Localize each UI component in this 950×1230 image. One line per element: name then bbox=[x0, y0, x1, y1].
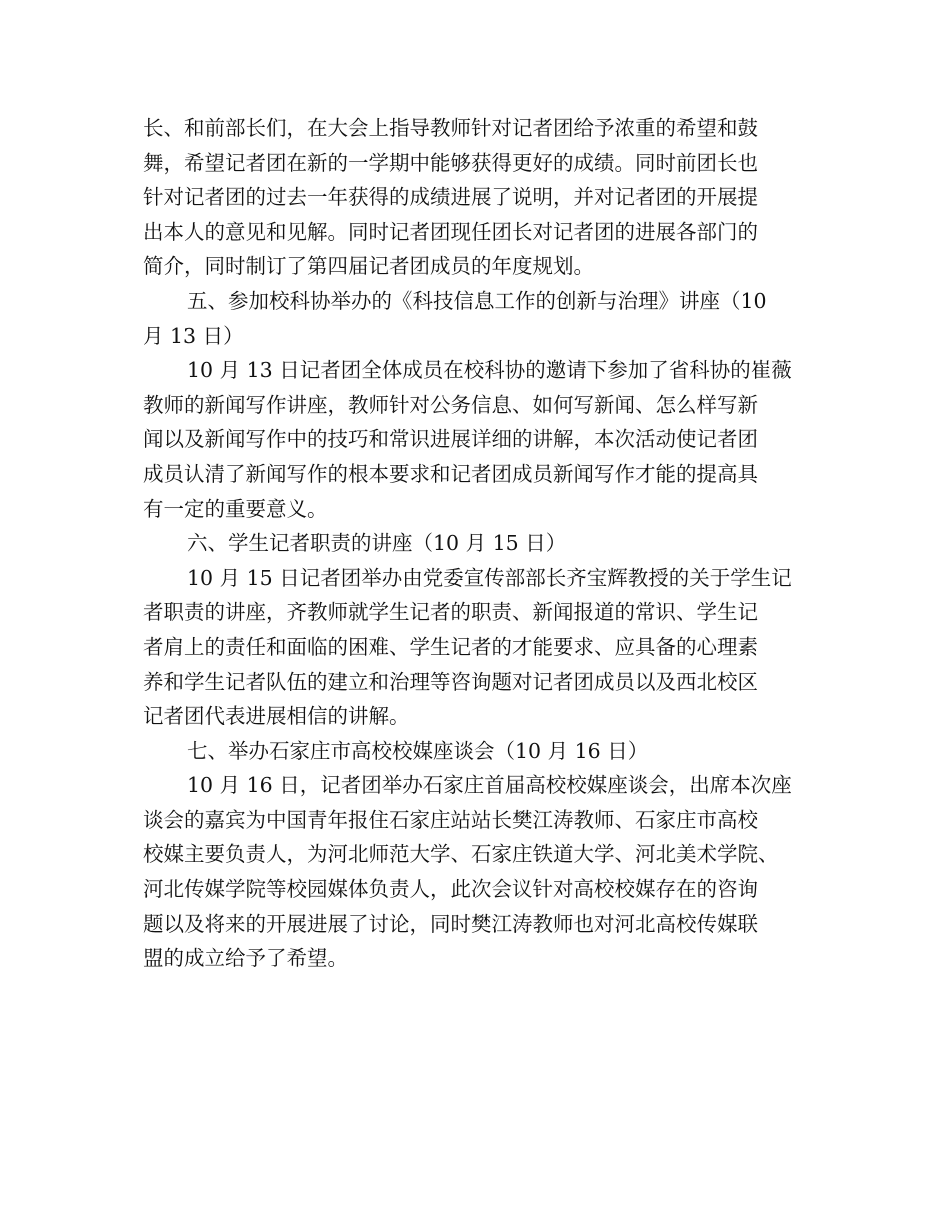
text-line: 10 月 15 日记者团举办由党委宣传部部长齐宝辉教授的关于学生记 bbox=[187, 565, 792, 590]
section-heading: 五、参加校科协举办的《科技信息工作的创新与治理》讲座（10 bbox=[187, 288, 767, 313]
text-line: 谈会的嘉宾为中国青年报住石家庄站站长樊江涛教师、石家庄市高校 bbox=[143, 807, 758, 832]
text-line: 教师的新闻写作讲座，教师针对公务信息、如何写新闻、怎么样写新 bbox=[143, 392, 758, 417]
text-line: 河北传媒学院等校园媒体负责人，此次会议针对高校校媒存在的咨询 bbox=[143, 877, 758, 902]
section-heading: 六、学生记者职责的讲座（10 月 15 日） bbox=[187, 531, 567, 556]
text-line: 10 月 16 日，记者团举办石家庄首届高校校媒座谈会，出席本次座 bbox=[187, 773, 792, 798]
text-line: 记者团代表进展相信的讲解。 bbox=[143, 704, 410, 729]
text-line: 者肩上的责任和面临的困难、学生记者的才能要求、应具备的心理素 bbox=[143, 634, 758, 659]
text-line: 闻以及新闻写作中的技巧和常识进展详细的讲解，本次活动使记者团 bbox=[143, 427, 758, 452]
text-line: 校媒主要负责人，为河北师范大学、石家庄铁道大学、河北美术学院、 bbox=[143, 842, 779, 867]
text-line: 有一定的重要意义。 bbox=[143, 496, 328, 521]
text-line: 盟的成立给予了希望。 bbox=[143, 946, 348, 971]
document-page bbox=[143, 111, 815, 976]
text-line: 养和学生记者队伍的建立和治理等咨询题对记者团成员以及西北校区 bbox=[143, 669, 758, 694]
text-line: 成员认清了新闻写作的根本要求和记者团成员新闻写作才能的提高具 bbox=[143, 461, 758, 486]
text-line: 针对记者团的过去一年获得的成绩进展了说明，并对记者团的开展提 bbox=[143, 185, 758, 210]
text-line: 舞，希望记者团在新的一学期中能够获得更好的成绩。同时前团长也 bbox=[143, 150, 758, 175]
section-heading: 七、举办石家庄市高校校媒座谈会（10 月 16 日） bbox=[187, 738, 649, 763]
text-line: 出本人的意见和见解。同时记者团现任团长对记者团的进展各部门的 bbox=[143, 219, 758, 244]
text-line: 长、和前部长们，在大会上指导教师针对记者团给予浓重的希望和鼓 bbox=[143, 116, 758, 140]
text-line: 简介，同时制订了第四届记者团成员的年度规划。 bbox=[143, 254, 594, 279]
text-line: 者职责的讲座，齐教师就学生记者的职责、新闻报道的常识、学生记 bbox=[143, 600, 758, 625]
text-line: 题以及将来的开展进展了讨论，同时樊江涛教师也对河北高校传媒联 bbox=[143, 911, 758, 936]
text-line: 10 月 13 日记者团全体成员在校科协的邀请下参加了省科协的崔薇 bbox=[187, 358, 792, 383]
section-heading-continued: 月 13 日） bbox=[143, 323, 244, 348]
